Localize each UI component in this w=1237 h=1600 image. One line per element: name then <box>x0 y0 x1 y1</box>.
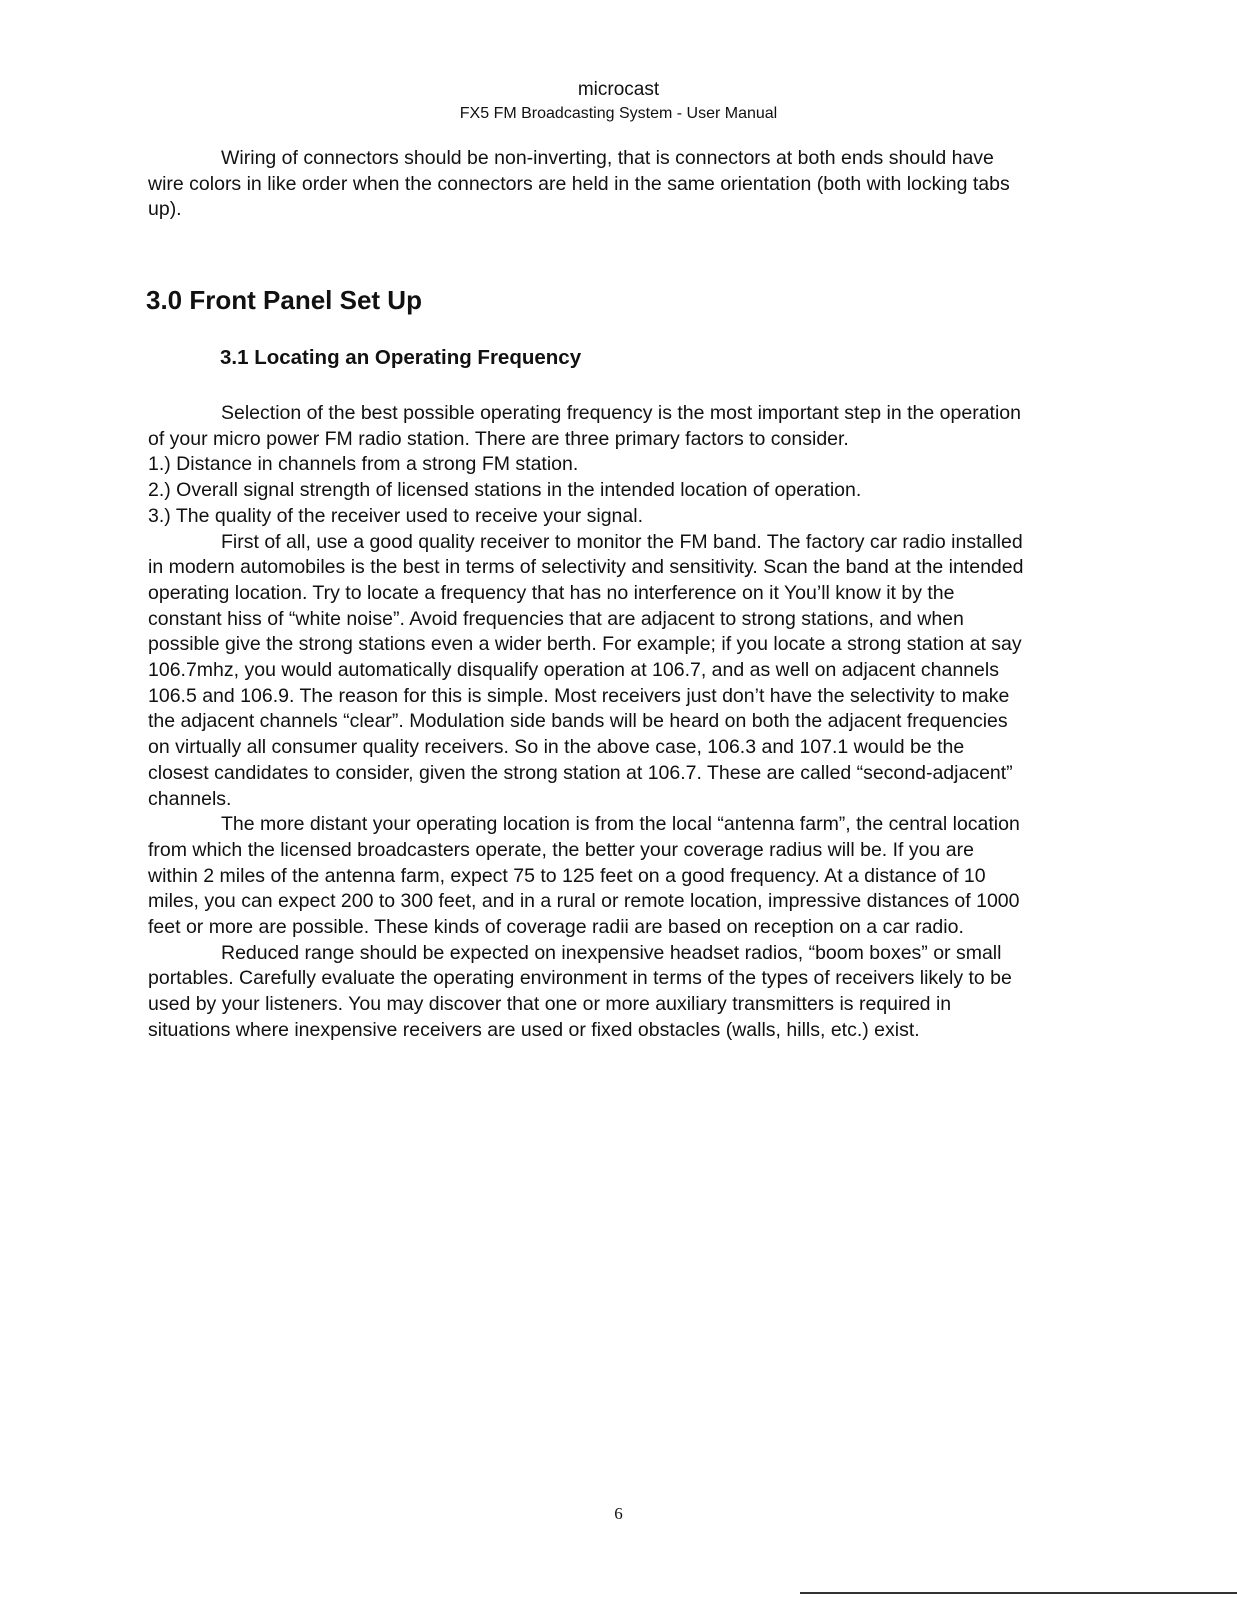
header-subtitle: FX5 FM Broadcasting System - User Manual <box>459 105 778 122</box>
scan-edge-line <box>800 1592 1237 1594</box>
distance-paragraph: The more distant your operating location is from the local “antenna farm”, the central location from which the licensed broadcasters operate, the better your coverage radius will be. If you are within 2 miles of the antenna farm, expect 75 to 125 feet on a good frequency. At a distance of 10 miles, you can expect 200 to 300 feet, and in a rural or remote location, impressive distances of 1000 feet or more are possible. These kinds of coverage radii are based on reception on a car radio. <box>148 813 1020 939</box>
selection-paragraph: Selection of the best possible operating frequency is the most important step in the operation of your micro power FM radio station. There are three primary factors to consider. <box>148 402 1021 450</box>
header-brand: microcast <box>577 79 660 100</box>
intro-paragraph: Wiring of connectors should be non-inverting, that is connectors at both ends should have wire colors in like order when the connectors are held in the same orientation (both with locking tabs up). <box>148 147 1010 221</box>
factor-item-3: 3.) The quality of the receiver used to receive your signal. <box>148 504 643 527</box>
subsection-heading: 3.1 Locating an Operating Frequency <box>220 346 582 369</box>
page-number: 6 <box>614 1504 623 1523</box>
receiver-paragraph: First of all, use a good quality receiver to monitor the FM band. The factory car radio installed in modern automobiles is the best in terms of selectivity and sensitivity. Scan the band at the intended operating location. Try to locate a frequency that has no interference on it You’ll know it by the constant hiss of “white noise”. Avoid frequencies that are adjacent to strong stations, and when possible give the strong stations even a wider berth. For example; if you locate a strong station at say 106.7mhz, you would automatically disqualify operation at 106.7, and as well on adjacent channels 106.5 and 106.9. The reason for this is simple. Most receivers just don’t have the selectivity to make the adjacent channels “clear”. Modulation side bands will be heard on both the adjacent frequencies on virtually all consumer quality receivers. So in the above case, 106.3 and 107.1 would be the closest candidates to consider, given the strong station at 106.7. These are called “second-adjacent” channels. <box>148 530 1024 810</box>
factor-item-1: 1.) Distance in channels from a strong FM station. <box>148 453 579 476</box>
body-text <box>148 401 1028 1044</box>
factor-item-2: 2.) Overall signal strength of licensed stations in the intended location of operation. <box>148 479 862 502</box>
section-heading: 3.0 Front Panel Set Up <box>146 285 422 315</box>
reduced-range-paragraph: Reduced range should be expected on inexpensive headset radios, “boom boxes” or small portables. Carefully evaluate the operating environment in terms of the types of receivers likely to be used by your listeners. You may discover that one or more auxiliary transmitters is required in situations where inexpensive receivers are used or fixed obstacles (walls, hills, etc.) exist. <box>148 941 1012 1041</box>
